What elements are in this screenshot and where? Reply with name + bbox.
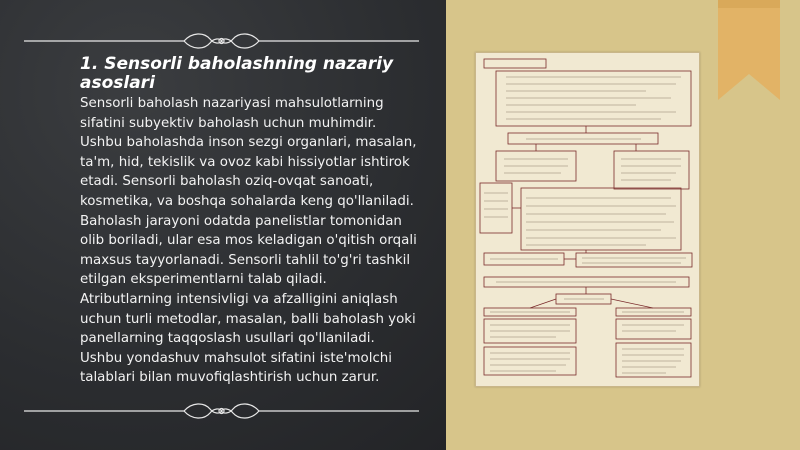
bookmark-ribbon-icon [718, 0, 780, 100]
slide-body-text: Sensorli baholash nazariyasi mahsulotlarning sifatini subyektiv baholash uchun muhimdir. Ushbu baholashda inson sezgi organlari, masalan, ta'm, hid, tekislik va ovoz kabi hissiyotlar ishtirok etadi. Sensorli baholash oziq-ovqat sanoati, kosmetika, va boshqa sohalarda keng qo'llaniladi. Baholash jarayoni odatda panelistlar tomonidan olib boriladi, ular esa mos keladigan o'qitish orqali maxsus tayyorlanadi. Sensorli tahlil to'g'ri tashkil etilgan eksperimentlarni talab qiladi. Atributlarning intensivligi va afzalligini aniqlash uchun turli metodlar, masalan, balli baholash yoki panellarning taqqoslash usullari qo'llaniladi. Ushbu yondashuv mahsulot sifatini iste'molchi talablari bilan muvofiqlashtirish uchun zarur. [80, 96, 417, 386]
scanned-diagram-picture [476, 53, 699, 386]
diagram-image [475, 52, 700, 387]
ornament-divider-icon [24, 30, 419, 52]
slide-title: 1. Sensorli baholashning nazariy asoslari [80, 54, 394, 93]
ornament-divider-icon [24, 400, 419, 422]
